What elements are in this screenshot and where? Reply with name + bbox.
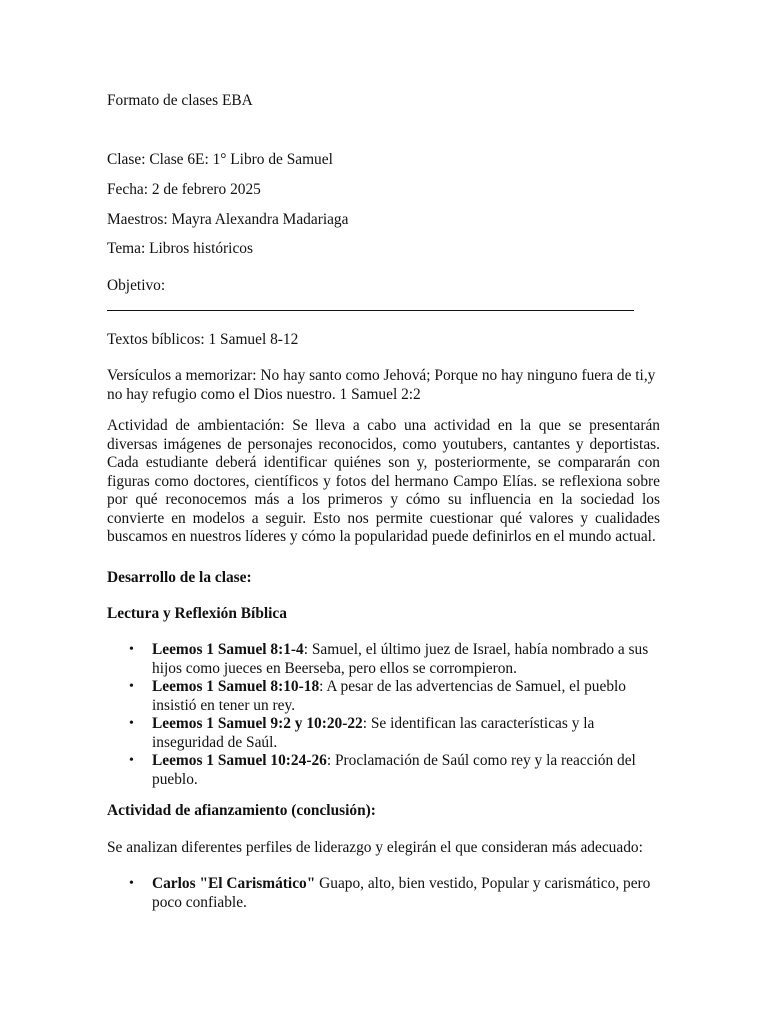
- list-item: [107, 752, 660, 789]
- clase-field: Clase: Clase 6E: 1° Libro de Samuel: [107, 151, 333, 168]
- fecha-field: Fecha: 2 de febrero 2025: [107, 181, 261, 198]
- list-item: [107, 715, 660, 752]
- bullet-icon: •: [129, 876, 134, 891]
- bullet-icon: •: [129, 753, 134, 768]
- desarrollo-heading: [107, 569, 252, 588]
- profile-description: Guapo, alto, bien vestido, Popular y carismático, pero poco confiable.: [152, 875, 651, 911]
- lectura-heading: [107, 605, 287, 624]
- analisis-intro: Se analizan diferentes perfiles de liderazgo y elegirán el que consideran más adecuado:: [107, 839, 643, 856]
- versiculos-memorizar: Versículos a memorizar: No hay santo como Jehová; Porque no hay ninguno fuera de ti,y no hay refugio como el Dios nuestro. 1 Samuel 2:2: [107, 367, 656, 403]
- maestros-field: Maestros: Mayra Alexandra Madariaga: [107, 211, 349, 228]
- profile-name: Carlos "El Carismático": [152, 875, 316, 892]
- list-item: [107, 678, 660, 715]
- reading-description: : Samuel, el último juez de Israel, había nombrado a sus hijos como jueces en Beerseba, pero ellos se corrompieron.: [152, 641, 649, 677]
- objetivo-label: Objetivo:: [107, 277, 166, 294]
- format-title: Formato de clases EBA: [107, 92, 253, 109]
- reading-description: : A pesar de las advertencias de Samuel, el pueblo insistió en tener un rey.: [152, 678, 626, 714]
- lectura-heading-text: Lectura y Reflexión Bíblica: [107, 605, 287, 622]
- reading-description: : Se identifican las características y la inseguridad de Saúl.: [152, 715, 595, 751]
- reading-description: : Proclamación de Saúl como rey y la reacción del pueblo.: [152, 752, 636, 788]
- tema-field: Tema: Libros históricos: [107, 240, 253, 257]
- lectura-list: [107, 641, 660, 789]
- afianzamiento-heading: [107, 802, 376, 821]
- bullet-icon: •: [129, 642, 134, 657]
- reading-reference: Leemos 1 Samuel 9:2 y 10:20-22: [152, 715, 363, 732]
- afianzamiento-heading-text: Actividad de afianzamiento (conclusión):: [107, 802, 376, 819]
- reading-reference: Leemos 1 Samuel 8:10-18: [152, 678, 320, 695]
- bullet-icon: •: [129, 679, 134, 694]
- reading-reference: Leemos 1 Samuel 10:24-26: [152, 752, 327, 769]
- reading-reference: Leemos 1 Samuel 8:1-4: [152, 641, 304, 658]
- desarrollo-heading-text: Desarrollo de la clase:: [107, 569, 252, 586]
- actividad-ambientacion: Actividad de ambientación: Se lleva a cabo una actividad en la que se presentarán diversas imágenes de personajes reconocidos, como youtubers, cantantes y deportistas. Cada estudiante deberá identificar quiénes son y, posteriormente, se compararán con figuras como doctores, científicos y fotos del hermano Campo Elías. se reflexiona sobre por qué reconocemos más a los primeros y cómo su influencia en la sociedad los convierte en modelos a seguir. Esto nos permite cuestionar qué valores y cualidades buscamos en nuestros líderes y cómo la popularidad puede definirlos en el mundo actual.: [107, 417, 660, 545]
- perfiles-list: [107, 875, 660, 912]
- objetivo-blank-line: [107, 310, 634, 311]
- bullet-icon: •: [129, 716, 134, 731]
- list-item: [107, 875, 660, 912]
- textos-biblicos: Textos bíblicos: 1 Samuel 8-12: [107, 331, 299, 348]
- list-item: [107, 641, 660, 678]
